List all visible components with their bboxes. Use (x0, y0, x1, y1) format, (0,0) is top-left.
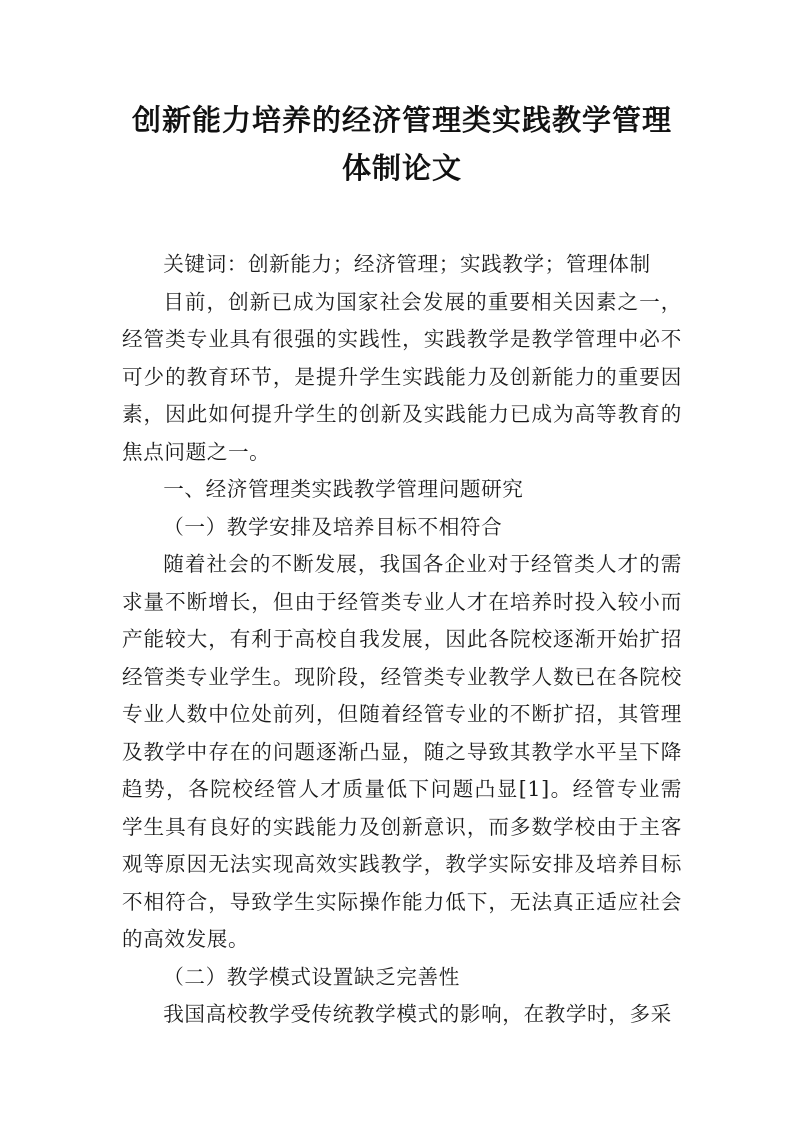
title-line-2: 体制论文 (341, 151, 462, 185)
paragraph-intro: 目前，创新已成为国家社会发展的重要相关因素之一，经管类专业具有很强的实践性，实践教学是教学管理中必不可少的教育环节，是提升学生实践能力及创新能力的重要因素，因此如何提升学生的创新及实践能力已成为高等教育的焦点问题之一。 (122, 289, 682, 464)
subsection-heading-1: （一）教学安排及培养目标不相符合 (163, 514, 503, 539)
section-heading-1: 一、经济管理类实践教学管理问题研究 (163, 477, 524, 501)
document-body (122, 246, 682, 1034)
title-line-1: 创新能力培养的经济管理类实践教学管理 (131, 103, 672, 137)
paragraph-teaching-arrangement: 随着社会的不断发展，我国各企业对于经管类人才的需求量不断增长，但由于经管类专业人才在培养时投入较小而产能较大，有利于高校自我发展，因此各院校逐渐开始扩招经管类专业学生。现阶段，经管类专业教学人数已在各院校专业人数中位处前列，但随着经管专业的不断扩招，其管理及教学中存在的问题逐渐凸显，随之导致其教学水平呈下降趋势，各院校经管人才质量低下问题凸显[1]。经管专业需学生具有良好的实践能力及创新意识，而多数学校由于主客观等原因无法实现高效实践教学，教学实际安排及培养目标不相符合，导致学生实际操作能力低下，无法真正适应社会的高效发展。 (122, 552, 682, 951)
keywords-line: 关键词：创新能力；经济管理；实践教学；管理体制 (163, 252, 651, 276)
paragraph-teaching-mode: 我国高校教学受传统教学模式的影响，在教学时，多采 (163, 1002, 672, 1026)
subsection-heading-2: （二）教学模式设置缺乏完善性 (163, 964, 460, 989)
document-title (122, 96, 682, 192)
